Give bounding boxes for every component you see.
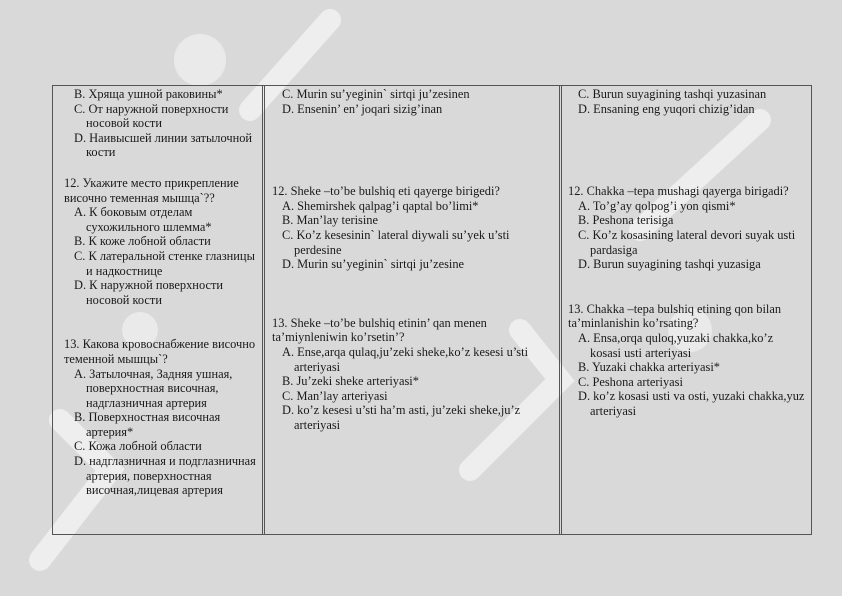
table-border-top (52, 85, 812, 86)
table-border-left (52, 85, 53, 535)
q12-option-d: D. Burun suyagining tashqi yuzasiga (578, 257, 761, 272)
table-border-right (811, 85, 812, 535)
q11-option-b: B. Хряща ушной раковины* (74, 87, 223, 101)
q12-option-a: A. To’g’ay qolpog’i yon qismi* (578, 198, 736, 213)
q13-option-b: B. Поверхностная височная артерия* (74, 410, 221, 439)
q13-question: 13. Sheke –to’be bulshiq etinin’ qan menen ta’miynleniwin ko’rsetin’? (272, 315, 487, 345)
table-border-bottom (52, 534, 812, 535)
q12-option-a: A. К боковым отделам сухожильного шлемма* (74, 205, 212, 234)
column-divider-2 (559, 85, 560, 535)
column-divider-1 (262, 85, 263, 535)
q11-option-d: D. Ensaning eng yuqori chizig’idan (578, 101, 755, 116)
q13-option-c: C. Man’lay arteriyasi (282, 388, 388, 403)
q13-question: 13. Chakka –tepa bulshiq etining qon bilan ta’minlanishin ko’rsating? (568, 301, 782, 331)
q11-option-c: C. Murin su’yeginin` sirtqi ju’zesinen (282, 87, 470, 101)
column-uzbek (568, 87, 806, 419)
q12-option-a: A. Shemirshek qalpag’i qaptal bo’limi* (282, 198, 479, 213)
q12-option-d: D. Murin su’yeginin` sirtqi ju’zesine (282, 257, 465, 272)
q13-option-d: D. надглазничная и подглазничная артерия, поверхностная височная,лицевая артерия (74, 454, 256, 498)
column-russian (64, 87, 258, 498)
question-table (52, 85, 812, 535)
q11-option-c: C. От наружной поверхности носовой кости (74, 101, 229, 131)
q13-option-d: D. ko’z kosasi usti va osti, yuzaki chakka,yuz arteriyasi (578, 389, 805, 418)
column-karakalpak (272, 87, 554, 433)
q12-option-c: C. К латеральной стенке глазницы и надкостнице (74, 248, 255, 278)
column-divider-2b (561, 85, 562, 535)
q13-option-c: C. Кожа лобной области (74, 439, 202, 454)
q11-option-c: C. Burun suyagining tashqi yuzasinan (578, 87, 767, 101)
q13-option-c: C. Peshona arteriyasi (578, 374, 683, 389)
q12-option-c: C. Ko’z kesesinin` lateral diywali su’yek u’sti perdesine (282, 227, 510, 257)
q11-option-d: D. Наивысшей линии затылочной кости (74, 130, 253, 160)
q12-option-d: D. К наружной поверхности носовой кости (74, 278, 223, 307)
q13-option-a: A. Затылочная, Задняя ушная, поверхностная височная, надглазничная артерия (74, 366, 233, 410)
column-divider-1b (264, 85, 265, 535)
q12-option-b: B. Man’lay terisine (282, 213, 379, 228)
q13-question: 13. Какова кровоснабжение височно теменной мышцы`? (64, 337, 256, 366)
q11-option-d: D. Ensenin’ en’ joqari sizig’inan (282, 101, 443, 116)
q12-option-b: B. К коже лобной области (74, 234, 211, 249)
q12-question: 12. Sheke –to’be bulshiq eti qayerge birigedi? (272, 184, 500, 199)
q12-question: 12. Chakka –tepa mushagi qayerga birigadi? (568, 184, 789, 199)
q13-option-b: B. Yuzaki chakka arteriyasi* (578, 360, 720, 375)
q13-option-a: A. Ense,arqa qulaq,ju’zeki sheke,ko’z kesesi u’sti arteriyasi (282, 344, 529, 374)
q13-option-a: A. Ensa,orqa quloq,yuzaki chakka,ko’z kosasi usti arteriyasi (578, 330, 774, 360)
q13-option-b: B. Ju’zeki sheke arteriyasi* (282, 374, 419, 389)
q12-question: 12. Укажите место прикрепление височно теменная мышца`?? (64, 175, 239, 205)
q12-option-c: C. Ko’z kosasining lateral devori suyak usti pardasiga (578, 227, 796, 257)
q12-option-b: B. Peshona terisiga (578, 213, 674, 228)
q13-option-d: D. ko’z kesesi u’sti ha’m asti, ju’zeki sheke,ju’z arteriyasi (282, 403, 521, 432)
